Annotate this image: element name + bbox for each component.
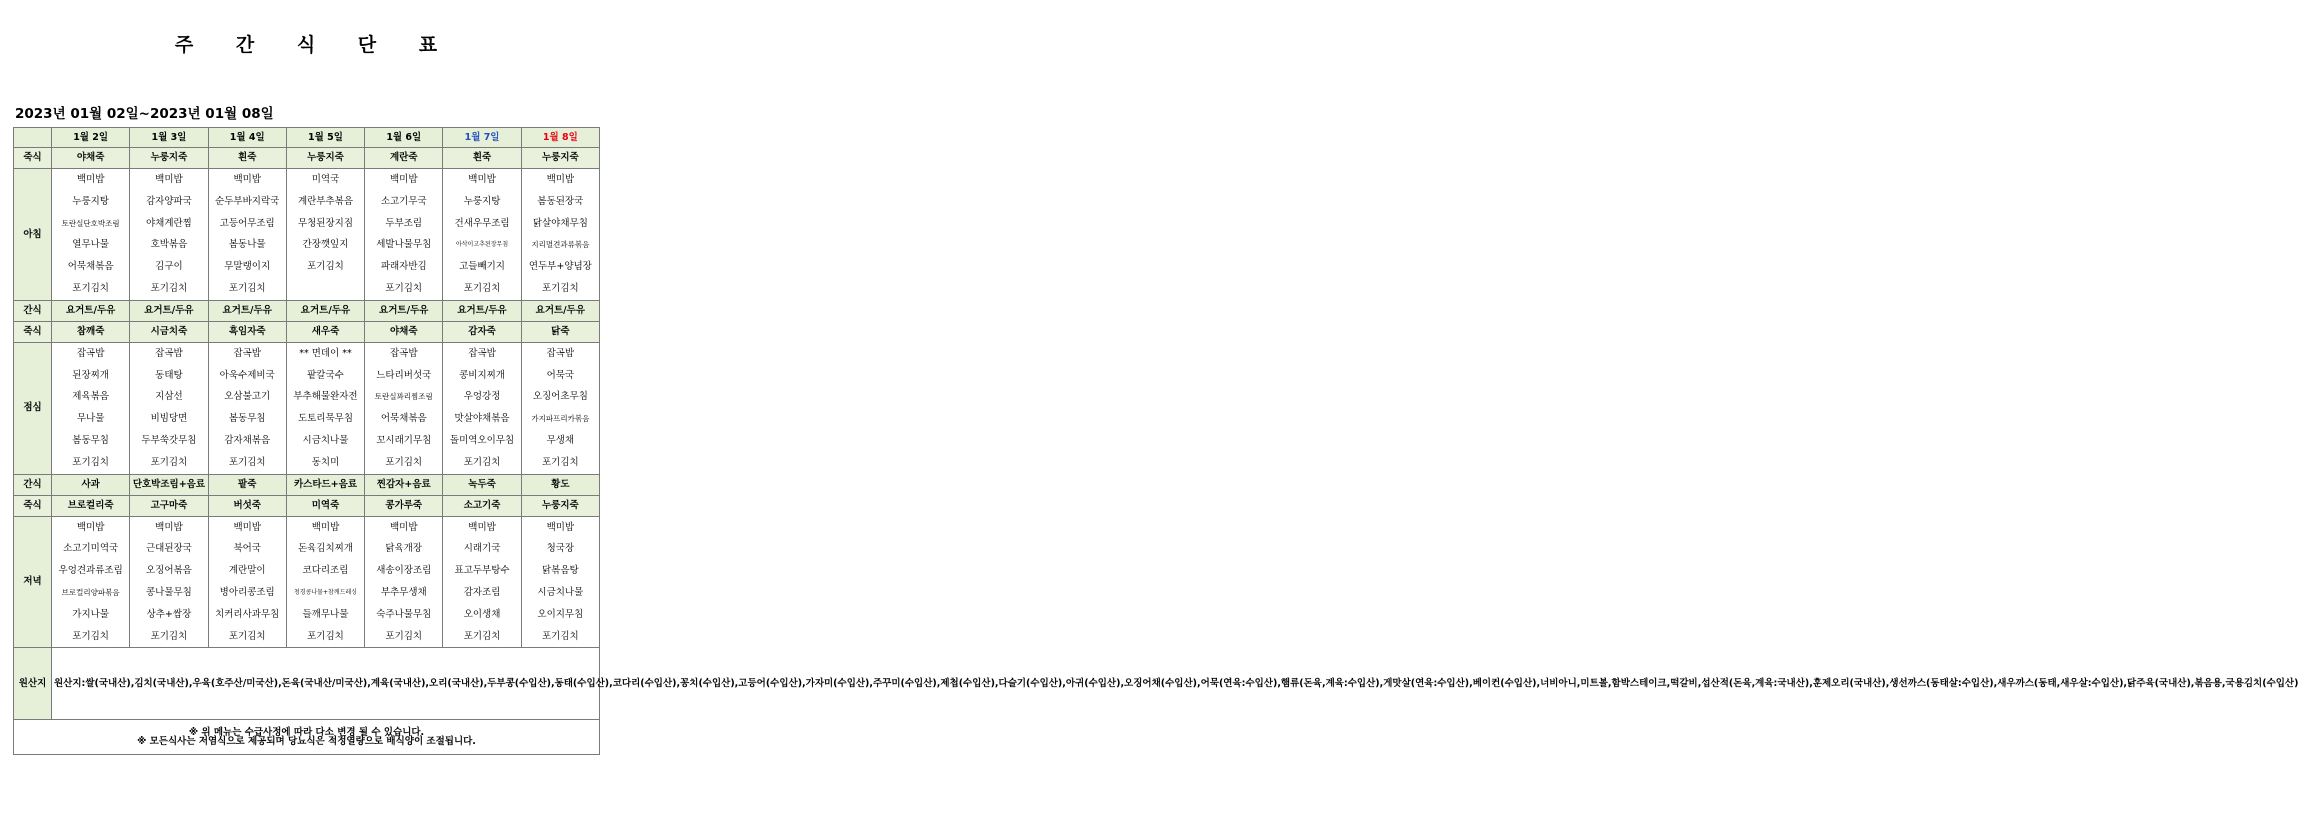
dish: 느타리버섯국 — [376, 369, 432, 381]
dish: 포기김치 — [463, 456, 501, 468]
origin-row — [14, 648, 600, 720]
dish: 오삼불고기 — [224, 391, 271, 403]
meal-cell — [52, 169, 130, 301]
dish: 계란말이 — [228, 565, 266, 577]
dish: 포기김치 — [150, 630, 188, 642]
meal-cell — [208, 516, 286, 648]
dish: 토란실단호박조림 — [61, 218, 120, 228]
dish: 감자채볶음 — [224, 434, 271, 446]
dish: 포기김치 — [385, 282, 423, 294]
meal-cell — [365, 516, 443, 648]
dish: ** 면데이 ** — [299, 347, 352, 359]
dish: 북어국 — [233, 543, 261, 555]
porridge-cell: 계란죽 — [365, 148, 443, 169]
dish: 소고기무국 — [380, 195, 427, 207]
dish: 백미밥 — [390, 174, 418, 185]
dish: 된장찌개 — [72, 369, 109, 381]
dish: 팥칼국수 — [307, 369, 344, 381]
meal-cell — [286, 516, 364, 648]
dish: 순두부바지락국 — [215, 195, 280, 207]
dish: 지삼선 — [155, 391, 183, 403]
dish: 포기김치 — [541, 282, 579, 294]
dish: 가지파프리카볶음 — [531, 414, 590, 424]
meal-cell — [365, 342, 443, 474]
snack-cell: 찐감자+음료 — [365, 474, 443, 495]
dinner-porridge-row — [14, 495, 600, 516]
snack-cell: 요거트/두유 — [443, 300, 521, 321]
dish: 닭볶음탕 — [541, 565, 579, 577]
dish: 오징어볶음 — [145, 565, 192, 577]
row-label: 간식 — [14, 300, 52, 321]
dish: 포기김치 — [385, 456, 423, 468]
dish: 누룽지탕 — [72, 195, 109, 207]
dish: 백미밥 — [76, 174, 105, 185]
page-title: 주 간 식 단 표 — [174, 34, 456, 56]
note-line: ※ 모든식사는 저염식으로 제공되며 당뇨식은 적정열량으로 배식양이 조절됩니다. — [137, 736, 476, 748]
dish: 어묵채볶음 — [380, 413, 427, 425]
porridge-cell: 닭죽 — [521, 321, 599, 342]
row-label: 점심 — [14, 342, 52, 474]
dish: 포기김치 — [307, 261, 344, 273]
dish: 어묵채볶음 — [67, 261, 114, 273]
dish: 백미밥 — [546, 521, 575, 533]
porridge-cell: 누룽지죽 — [521, 495, 599, 516]
snack-cell: 요거트/두유 — [286, 300, 364, 321]
dish: 무청된장지짐 — [297, 217, 354, 229]
porridge-cell: 고구마죽 — [130, 495, 208, 516]
dish: 시래기국 — [463, 543, 501, 555]
dish: 부추무생채 — [380, 586, 427, 598]
dish: 감자양파국 — [145, 195, 192, 207]
dish: 코다리조림 — [302, 565, 349, 577]
dish: 백미밥 — [468, 174, 496, 185]
origin-info: 원산지:쌀(국내산),김치(국내산),우육(호주산/미국산),돈육(국내산/미국산),계육(국내산),오리(국내산),두부콩(수입산),동태(수입산),코다리(수입산),꽁치(수입산),고등어(수입산),가자미(수입산),주꾸미(수입산),제첩(수입산),다슬기(수입산),아귀(수입산),오징어채(수입산),어묵(연육:수입산),햄류(돈육,계육:수입산),게맛살(연육:수입산),베이컨(수입산),너비아니,미트볼,함박스테이크,떡갈비,섭산적(돈육,계육:국내산),훈제오리(국내산),생선까스(동태살:수입산),새우까스(동태,새우살:수입산),닭주육(국내산),볶음용,국용김치(수입산) — [52, 648, 600, 720]
dish: 간장깻잎지 — [302, 239, 349, 251]
dinner-row — [14, 516, 600, 648]
dish: 포기김치 — [150, 282, 188, 294]
porridge-cell: 감자죽 — [443, 321, 521, 342]
snack-cell: 팥죽 — [208, 474, 286, 495]
dish: 포기김치 — [463, 630, 501, 642]
dish: 숙주나물무침 — [376, 608, 432, 620]
dish: 시금치나물 — [302, 434, 349, 446]
dish: 아삭이고추된장무침 — [455, 241, 509, 249]
dish: 백미밥 — [155, 521, 183, 533]
dish: 호박볶음 — [150, 239, 188, 251]
dish: 백미밥 — [468, 521, 496, 533]
porridge-cell: 야채죽 — [52, 148, 130, 169]
header-corner — [14, 128, 52, 148]
am-snack-row — [14, 300, 600, 321]
dish: 포기김치 — [72, 456, 109, 468]
dish: 오이생채 — [463, 608, 501, 620]
snack-cell: 단호박조림+음료 — [130, 474, 208, 495]
dish: 세발나물무침 — [376, 239, 432, 251]
dish: 백미밥 — [233, 521, 261, 533]
notes-cell — [14, 720, 600, 755]
day-header: 1월 4일 — [208, 128, 286, 148]
dish: 포기김치 — [541, 456, 579, 468]
snack-cell: 사과 — [52, 474, 130, 495]
dish: 고들빼기지 — [459, 261, 505, 273]
dish: 소고기미역국 — [63, 543, 119, 555]
porridge-cell: 새우죽 — [286, 321, 364, 342]
dish: 포기김치 — [463, 282, 501, 294]
dish: 표고두부탕수 — [454, 565, 510, 577]
dish: 포기김치 — [385, 630, 423, 642]
porridge-cell: 누룽지죽 — [521, 148, 599, 169]
porridge-cell: 흰죽 — [443, 148, 521, 169]
meal-cell — [521, 342, 599, 474]
dish: 병아리콩조림 — [219, 586, 275, 598]
meal-cell — [52, 516, 130, 648]
meal-cell — [208, 169, 286, 301]
dish: 동태탕 — [155, 369, 183, 381]
dish: 백미밥 — [233, 174, 261, 185]
dish: 잡곡밥 — [468, 347, 496, 359]
dish: 가지나물 — [72, 608, 109, 620]
dish: 포기김치 — [150, 456, 188, 468]
meal-cell — [365, 169, 443, 301]
note-line: ※ 위 메뉴는 수급사정에 따라 다소 변경 될 수 있습니다. — [188, 726, 425, 738]
notes-row — [14, 720, 600, 755]
dish: 포기김치 — [541, 630, 579, 642]
dish: 잡곡밥 — [546, 347, 575, 359]
date-range: 2023년 01월 02일~2023년 01월 08일 — [15, 106, 274, 122]
day-header: 1월 6일 — [365, 128, 443, 148]
dish: 토란실꽈리찜조림 — [374, 392, 433, 402]
row-label: 원산지 — [14, 648, 52, 720]
dish: 열무나물 — [72, 239, 109, 251]
dish: 비빔당면 — [150, 413, 188, 425]
dish: 두부조림 — [385, 217, 423, 229]
dish: 야채계란찜 — [145, 217, 192, 229]
dish: 닭육개장 — [385, 543, 423, 555]
meal-cell — [443, 342, 521, 474]
dish: 봄동된장국 — [537, 195, 584, 207]
dish: 맛살야채볶음 — [454, 413, 510, 425]
dish: 두부쑥갓무침 — [141, 434, 197, 446]
porridge-cell: 시금치죽 — [130, 321, 208, 342]
header-row — [14, 128, 600, 148]
porridge-cell: 미역죽 — [286, 495, 364, 516]
dish: 백미밥 — [155, 174, 183, 185]
dish: 고등어무조림 — [219, 217, 275, 229]
meal-cell — [130, 342, 208, 474]
row-label: 아침 — [14, 169, 52, 301]
dish: 우엉견과류조림 — [58, 565, 123, 577]
dish: 백미밥 — [390, 521, 418, 533]
day-header: 1월 3일 — [130, 128, 208, 148]
lunch-row — [14, 342, 600, 474]
dish: 아욱수제비국 — [219, 369, 275, 381]
dish: 잡곡밥 — [233, 347, 261, 359]
dish: 지리멸견과류볶음 — [531, 240, 590, 250]
dish: 제육볶음 — [72, 391, 109, 403]
dish: 부추해물완자전 — [293, 391, 358, 403]
row-label: 죽식 — [14, 148, 52, 169]
dish: 우엉강정 — [463, 391, 501, 403]
meal-cell — [130, 516, 208, 648]
dish: 미역국 — [311, 174, 340, 185]
dish: 콩나물무침 — [145, 586, 192, 598]
dish: 백미밥 — [546, 174, 575, 185]
dish: 치커리사과무침 — [215, 608, 280, 620]
dish: 닭살야채무침 — [532, 217, 588, 229]
dish: 잡곡밥 — [390, 347, 418, 359]
dish: 잡곡밥 — [155, 347, 183, 359]
porridge-cell: 콩가루죽 — [365, 495, 443, 516]
meal-cell — [208, 342, 286, 474]
meal-cell — [130, 169, 208, 301]
snack-cell: 카스타드+음료 — [286, 474, 364, 495]
dish: 브로컬리양파볶음 — [61, 587, 120, 597]
row-label: 저녁 — [14, 516, 52, 648]
snack-cell: 요거트/두유 — [521, 300, 599, 321]
dish: 감자조림 — [463, 586, 501, 598]
dish: 파래자반김 — [380, 261, 427, 273]
porridge-cell: 누룽지죽 — [130, 148, 208, 169]
porridge-cell: 버섯죽 — [208, 495, 286, 516]
dish: 건새우무조림 — [454, 217, 510, 229]
meal-cell — [286, 342, 364, 474]
dish: 포기김치 — [307, 630, 344, 642]
dish: 콩비지찌개 — [459, 369, 505, 381]
meal-cell — [521, 516, 599, 648]
dish: 누룽지탕 — [463, 195, 501, 207]
dish: 오이지무침 — [537, 608, 584, 620]
dish: 들깨무나물 — [302, 608, 349, 620]
meal-cell — [52, 342, 130, 474]
dish: 김구이 — [155, 261, 183, 273]
dish: 잡곡밥 — [76, 347, 105, 359]
meal-cell — [443, 169, 521, 301]
dish: 연두부+양념장 — [528, 261, 592, 273]
dish: 동치미 — [311, 456, 340, 468]
weekly-menu-table — [13, 127, 2298, 755]
dish: 포기김치 — [228, 282, 266, 294]
dish: 오징어초무침 — [532, 391, 588, 403]
dish: 포기김치 — [228, 630, 266, 642]
porridge-cell: 소고기죽 — [443, 495, 521, 516]
dish: 계란부추볶음 — [297, 195, 354, 207]
porridge-cell: 흰죽 — [208, 148, 286, 169]
dish: 무말랭이지 — [224, 261, 271, 273]
dish: 무생채 — [546, 434, 575, 446]
meal-cell — [521, 169, 599, 301]
dish: 포기김치 — [72, 630, 109, 642]
row-label: 죽식 — [14, 495, 52, 516]
dish: 백미밥 — [311, 521, 340, 533]
snack-cell: 녹두죽 — [443, 474, 521, 495]
dish: 돈육김치찌개 — [297, 543, 354, 555]
dish — [287, 278, 364, 300]
snack-cell: 요거트/두유 — [208, 300, 286, 321]
dish: 새송이장조림 — [376, 565, 432, 577]
dish: 근대된장국 — [145, 543, 192, 555]
dish: 청국장 — [546, 543, 575, 555]
breakfast-row — [14, 169, 600, 301]
dish: 봄동무침 — [228, 413, 266, 425]
day-header: 1월 5일 — [286, 128, 364, 148]
dish: 상추+쌈장 — [146, 608, 192, 620]
dish: 꼬시래기무침 — [376, 434, 432, 446]
dish: 봄동나물 — [228, 239, 266, 251]
snack-cell: 황도 — [521, 474, 599, 495]
row-label: 간식 — [14, 474, 52, 495]
porridge-cell: 참깨죽 — [52, 321, 130, 342]
breakfast-porridge-row — [14, 148, 600, 169]
day-header-saturday: 1월 7일 — [443, 128, 521, 148]
snack-cell: 요거트/두유 — [130, 300, 208, 321]
dish: 시금치나물 — [537, 586, 584, 598]
snack-cell: 요거트/두유 — [52, 300, 130, 321]
dish: 청경콩나물+참깨드레싱 — [293, 588, 357, 596]
pm-snack-row — [14, 474, 600, 495]
day-header-sunday: 1월 8일 — [521, 128, 599, 148]
dish: 무나물 — [76, 413, 105, 425]
porridge-cell: 누룽지죽 — [286, 148, 364, 169]
dish: 봄동무침 — [72, 434, 109, 446]
dish: 돌미역오이무침 — [449, 434, 515, 446]
dish: 포기김치 — [228, 456, 266, 468]
porridge-cell: 브로컬리죽 — [52, 495, 130, 516]
lunch-porridge-row — [14, 321, 600, 342]
meal-cell — [443, 516, 521, 648]
meal-cell — [286, 169, 364, 301]
dish: 어묵국 — [546, 369, 575, 381]
snack-cell: 요거트/두유 — [365, 300, 443, 321]
day-header: 1월 2일 — [52, 128, 130, 148]
dish: 백미밥 — [76, 521, 105, 533]
porridge-cell: 흑임자죽 — [208, 321, 286, 342]
dish: 도토리묵무침 — [297, 413, 354, 425]
dish: 포기김치 — [72, 282, 109, 294]
row-label: 죽식 — [14, 321, 52, 342]
porridge-cell: 야채죽 — [365, 321, 443, 342]
